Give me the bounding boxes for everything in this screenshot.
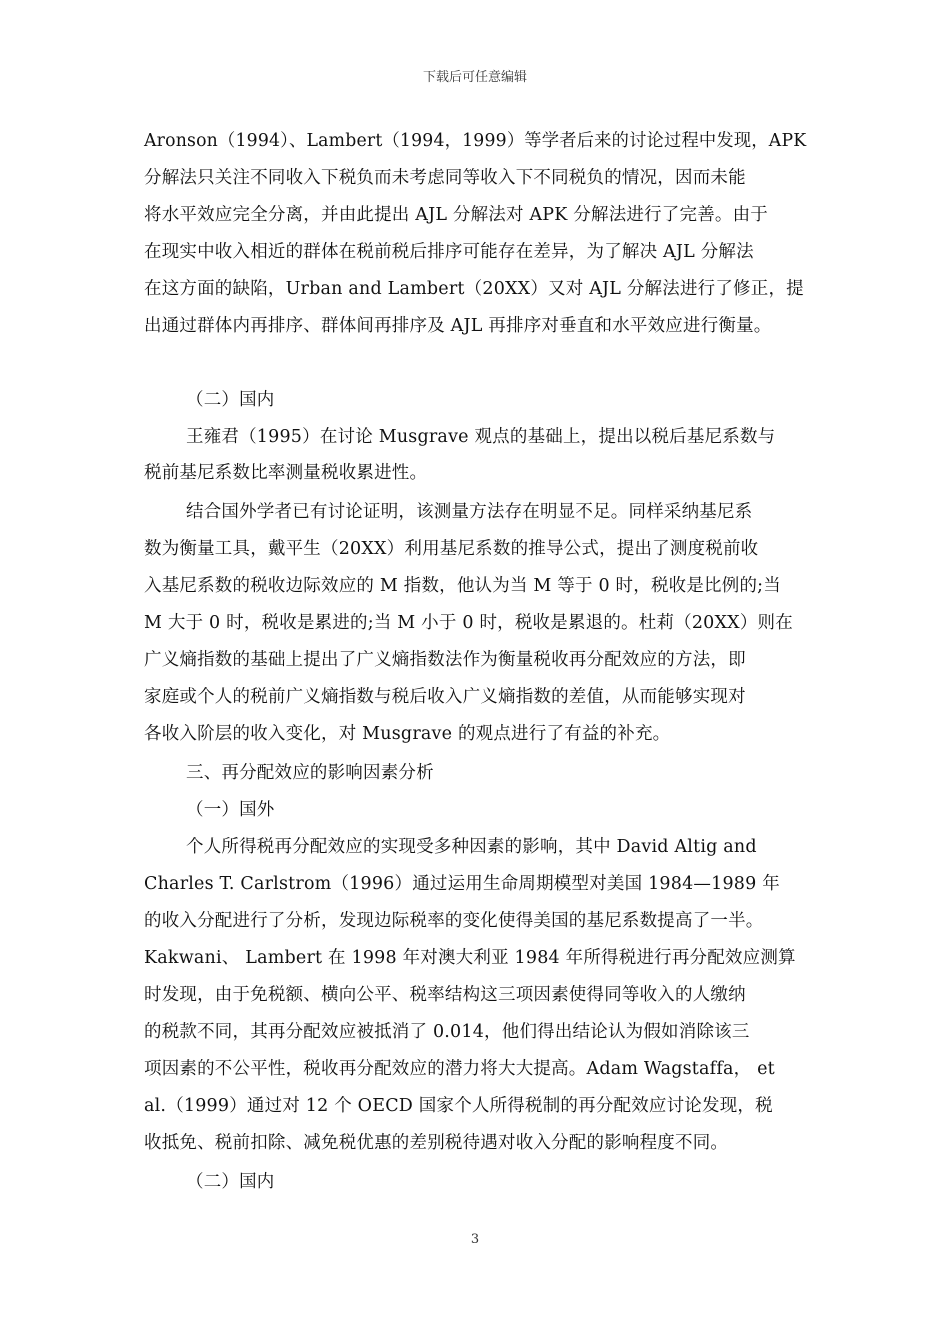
text-line: 分解法只关注不同收入下税负而未考虑同等收入下不同税负的情况，因而未能 (144, 168, 746, 188)
text-line: 结合国外学者已有讨论证明，该测量方法存在明显不足。同样采纳基尼系 (186, 502, 753, 522)
text-line: 收抵免、税前扣除、减免税优惠的差别税待遇对收入分配的影响程度不同。 (144, 1133, 729, 1153)
section-heading: （二）国内 (186, 1172, 275, 1192)
text-line: 在这方面的缺陷，Urban and Lambert（20XX）又对 AJL 分解法进行了修正，提 (144, 279, 804, 299)
text-line: 数为衡量工具，戴平生（20XX）利用基尼系数的推导公式，提出了测度税前收 (144, 539, 759, 559)
section-heading: 三、再分配效应的影响因素分析 (186, 763, 434, 783)
text-line: 各收入阶层的收入变化，对 Musgrave 的观点进行了有益的补充。 (144, 724, 671, 744)
text-line: 广义熵指数的基础上提出了广义熵指数法作为衡量税收再分配效应的方法，即 (144, 650, 746, 670)
text-line: Aronson（1994）、Lambert（1994，1999）等学者后来的讨论过程中发现，APK (144, 131, 807, 151)
text-line: al.（1999）通过对 12 个 OECD 国家个人所得税制的再分配效应讨论发现，税 (144, 1096, 773, 1116)
text-line: 的税款不同，其再分配效应被抵消了 0.014，他们得出结论认为假如消除该三 (144, 1022, 750, 1042)
page-header: 下载后可任意编辑 (422, 70, 527, 85)
text-line: M 大于 0 时，税收是累进的;当 M 小于 0 时，税收是累退的。杜莉（20XX）则在 (144, 613, 793, 633)
page-number: 3 (470, 1232, 480, 1247)
text-line: Charles T. Carlstrom（1996）通过运用生命周期模型对美国 1984—1989 年 (144, 874, 780, 894)
text-line: 王雍君（1995）在讨论 Musgrave 观点的基础上，提出以税后基尼系数与 (186, 427, 776, 447)
text-line: 家庭或个人的税前广义熵指数与税后收入广义熵指数的差值，从而能够实现对 (144, 687, 746, 707)
section-heading: （二）国内 (186, 390, 275, 410)
text-line: 个人所得税再分配效应的实现受多种因素的影响，其中 David Altig and (186, 837, 757, 857)
text-line: 在现实中收入相近的群体在税前税后排序可能存在差异，为了解决 AJL 分解法 (144, 242, 754, 262)
text-line: 税前基尼系数比率测量税收累进性。 (144, 463, 428, 483)
text-line: 入基尼系数的税收边际效应的 M 指数，他认为当 M 等于 0 时，税收是比例的;当 (144, 576, 781, 596)
section-heading: （一）国外 (186, 800, 275, 820)
text-line: 的收入分配进行了分析，发现边际税率的变化使得美国的基尼系数提高了一半。 (144, 911, 764, 931)
text-line: Kakwani、 Lambert 在 1998 年对澳大利亚 1984 年所得税进行再分配效应测算 (144, 948, 796, 968)
text-line: 项因素的不公平性，税收再分配效应的潜力将大大提高。Adam Wagstaffa， et (144, 1059, 775, 1079)
text-line: 将水平效应完全分离，并由此提出 AJL 分解法对 APK 分解法进行了完善。由于 (144, 205, 769, 225)
text-line: 出通过群体内再排序、群体间再排序及 AJL 再排序对垂直和水平效应进行衡量。 (144, 316, 772, 336)
text-line: 时发现，由于免税额、横向公平、税率结构这三项因素使得同等收入的人缴纳 (144, 985, 746, 1005)
